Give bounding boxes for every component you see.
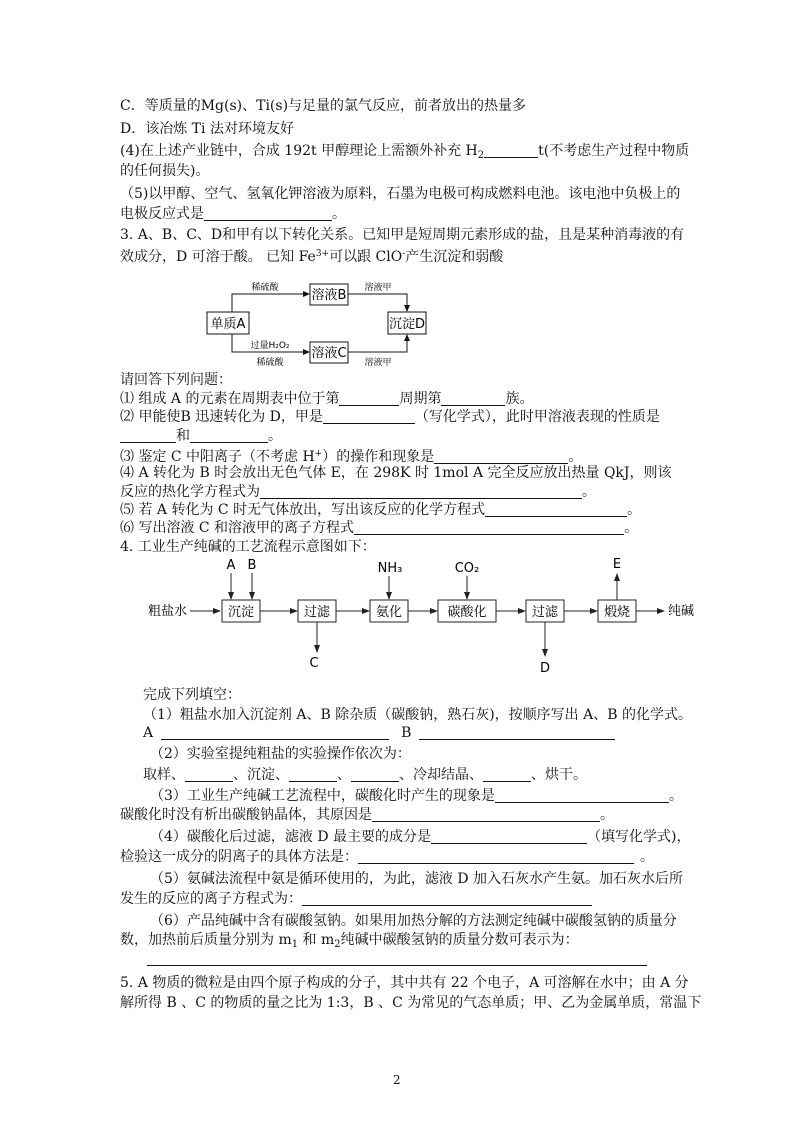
option-c: C．等质量的Mg(s)、Ti(s)与足量的氯气反应，前者放出的热量多 bbox=[120, 98, 527, 114]
answer-blank[interactable] bbox=[495, 788, 669, 803]
answer-blank[interactable] bbox=[434, 449, 568, 464]
label-solution-jia: 溶液甲 bbox=[364, 283, 392, 293]
answer-blank[interactable] bbox=[483, 767, 531, 782]
q4-fill-instruction: 完成下列填空： bbox=[143, 687, 241, 703]
q4-part1: （1）粗盐水加入沉淀剂 A、B 除杂质（碳酸钠，熟石灰)，按顺序写出 A、B 的化学式。 bbox=[143, 707, 692, 723]
q2-part5-line1: （5)以甲醇、空气、氢氧化钾溶液为原料，石墨为电极可构成燃料电池。该电池中负极上的 bbox=[120, 186, 681, 202]
q3-transformation-diagram bbox=[195, 275, 445, 375]
q4-part2: （2）实验室提纯粗盐的实验操作依次为： bbox=[150, 746, 411, 762]
q2-part4-line1: (4)在上述产业链中，合成 192t 甲醇理论上需额外补充 $H_2$ t(不考虑生产过程中物质 bbox=[120, 143, 690, 161]
answer-blank[interactable] bbox=[354, 520, 624, 535]
answer-blank[interactable] bbox=[260, 484, 582, 499]
answer-blank-line[interactable] bbox=[147, 965, 647, 966]
label-excess-h2o2: 过量H₂O₂ bbox=[250, 341, 290, 351]
label-carbonation: 碳酸化 bbox=[447, 605, 487, 620]
q3-sub6: ⑹ 写出溶液 C 和溶液甲的离子方程式 。 bbox=[120, 520, 639, 536]
label-a: 单质A bbox=[210, 317, 246, 332]
q4-part6-line2: 数，加热前后质量分别为 $m_1$ 和 $m_2$纯碱中碳酸氢钠的质量分数可表示为： bbox=[120, 932, 579, 950]
answer-blank[interactable] bbox=[185, 767, 233, 782]
q4-process-flow-diagram bbox=[140, 556, 720, 678]
label-d: 沉淀D bbox=[388, 317, 426, 332]
label-b: 溶液B bbox=[311, 288, 347, 303]
answer-blank[interactable] bbox=[323, 409, 415, 424]
q4-part5-line2: 发生的反应的离子方程式为： bbox=[120, 890, 592, 908]
label-input-nh3: NH₃ bbox=[377, 561, 403, 576]
answer-blank[interactable] bbox=[358, 849, 634, 864]
q4-part3-line2: 碳酸化时没有析出碳酸钠晶体，其原因是 。 bbox=[120, 807, 614, 823]
q3-sub5: ⑸ 若 A 转化为 C 时无气体放出，写出该反应的化学方程式 。 bbox=[120, 502, 642, 518]
q4-part3-line1: （3）工业生产纯碱工艺流程中，碳酸化时产生的现象是 。 bbox=[150, 788, 683, 804]
answer-blank[interactable] bbox=[339, 391, 399, 406]
q3-sub4-line2: 反应的热化学方程式为 。 bbox=[120, 484, 596, 500]
q3-sub3: ⑶ 鉴定 C 中阳离子（不考虑 H+）的操作和现象是 。 bbox=[120, 449, 583, 465]
q4-part4-line1: （4）碳酸化后过滤，滤液 D 最主要的成分是 （填写化学式)， bbox=[150, 829, 691, 845]
q2-part5-line2: 电极反应式是 。 bbox=[120, 206, 346, 222]
answer-blank[interactable] bbox=[302, 891, 592, 906]
label-calcination: 煅烧 bbox=[603, 605, 631, 620]
label-output-c: C bbox=[309, 656, 319, 671]
q4-title: 4. 工业生产纯碱的工艺流程示意图如下： bbox=[120, 539, 376, 555]
q3-sub1: ⑴ 组成 A 的元素在周期表中位于第 周期第 族。 bbox=[120, 391, 534, 407]
q3-sub2-line1: ⑵ 甲能使B 迅速转化为 D，甲是 （写化学式），此时甲溶液表现的性质是 bbox=[120, 409, 660, 425]
answer-blank[interactable] bbox=[372, 807, 600, 822]
answer-blank[interactable] bbox=[419, 725, 615, 740]
label-c: 溶液C bbox=[311, 346, 347, 361]
label-dilute-sulfuric-acid: 稀硫酸 bbox=[256, 358, 284, 368]
answer-blank[interactable] bbox=[204, 206, 332, 221]
q4-part5-line1: （5）氨碱法流程中氨是循环使用的，为此，滤液 D 加入石灰水产生氨。加石灰水后所 bbox=[150, 871, 684, 887]
answer-blank[interactable] bbox=[161, 725, 389, 740]
page-number: 2 bbox=[393, 1073, 401, 1087]
answer-blank[interactable] bbox=[431, 829, 587, 844]
answer-blank[interactable] bbox=[441, 391, 505, 406]
answer-blank[interactable] bbox=[120, 428, 176, 443]
label-raw-brine: 粗盐水 bbox=[148, 604, 188, 619]
label-precipitation: 沉淀 bbox=[227, 605, 255, 620]
answer-blank[interactable] bbox=[289, 767, 337, 782]
label-ammoniation: 氨化 bbox=[375, 605, 403, 620]
label-input-co2: CO₂ bbox=[454, 561, 480, 576]
option-d: D．该冶炼 Ti 法对环境友好 bbox=[120, 121, 294, 137]
q4-part1-answers: A B bbox=[143, 724, 615, 742]
label-output-e: E bbox=[612, 557, 622, 572]
answer-blank[interactable] bbox=[190, 428, 268, 443]
label-input-a: A bbox=[226, 558, 236, 573]
q3-ask: 请回答下列问题： bbox=[120, 372, 232, 388]
arrow-a-to-b bbox=[232, 294, 309, 312]
q2-part4-line2: 的任何损失)。 bbox=[120, 163, 210, 179]
label-filtration-2: 过滤 bbox=[531, 605, 559, 620]
answer-blank[interactable] bbox=[485, 502, 627, 517]
q5-line2: 解所得 B 、C 的物质的量之比为 1:3，B 、C 为常见的气态单质；甲、乙为金属单质，常温下 bbox=[120, 995, 702, 1011]
label-soda-ash: 纯碱 bbox=[668, 604, 695, 619]
arrow-c-to-d bbox=[348, 335, 407, 352]
label-output-d: D bbox=[539, 661, 551, 676]
q3-intro-line2: 效成分，D 可溶于酸。 已知 $Fe^{3+}$可以跟 ClO-产生沉淀和弱酸 bbox=[120, 249, 504, 265]
label-solution-jia: 溶液甲 bbox=[364, 358, 392, 368]
q5-line1: 5. A 物质的微粒是由四个原子构成的分子，其中共有 22 个电子，A 可溶解在水中；由 A 分 bbox=[120, 975, 689, 991]
q4-part2-steps: 取样、 、沉淀、 、 、冷却结晶、 、烘干。 bbox=[143, 767, 587, 783]
label-input-b: B bbox=[247, 558, 257, 573]
answer-blank[interactable] bbox=[351, 767, 399, 782]
label-filtration-1: 过滤 bbox=[303, 605, 331, 620]
q3-intro-line1: 3. A、B、C、D和甲有以下转化关系。已知甲是短周期元素形成的盐，且是某种消毒液的有 bbox=[120, 227, 685, 243]
q3-sub2-line2: 和 。 bbox=[120, 427, 282, 445]
answer-blank[interactable] bbox=[484, 143, 538, 158]
q4-part6-line1: （6）产品纯碱中含有碳酸氢钠。如果用加热分解的方法测定纯碱中碳酸氢钠的质量分 bbox=[150, 913, 677, 929]
q3-sub4-line1: ⑷ A 转化为 B 时会放出无色气体 E，在 298K 时 1mol A 完全反应放出热量 QkJ，则该 bbox=[120, 465, 672, 481]
arrow-b-to-d bbox=[348, 294, 407, 311]
q4-part4-line2: 检验这一成分的阴离子的具体方法是： 。 bbox=[120, 849, 654, 865]
label-dilute-sulfuric-acid: 稀硫酸 bbox=[251, 283, 279, 293]
